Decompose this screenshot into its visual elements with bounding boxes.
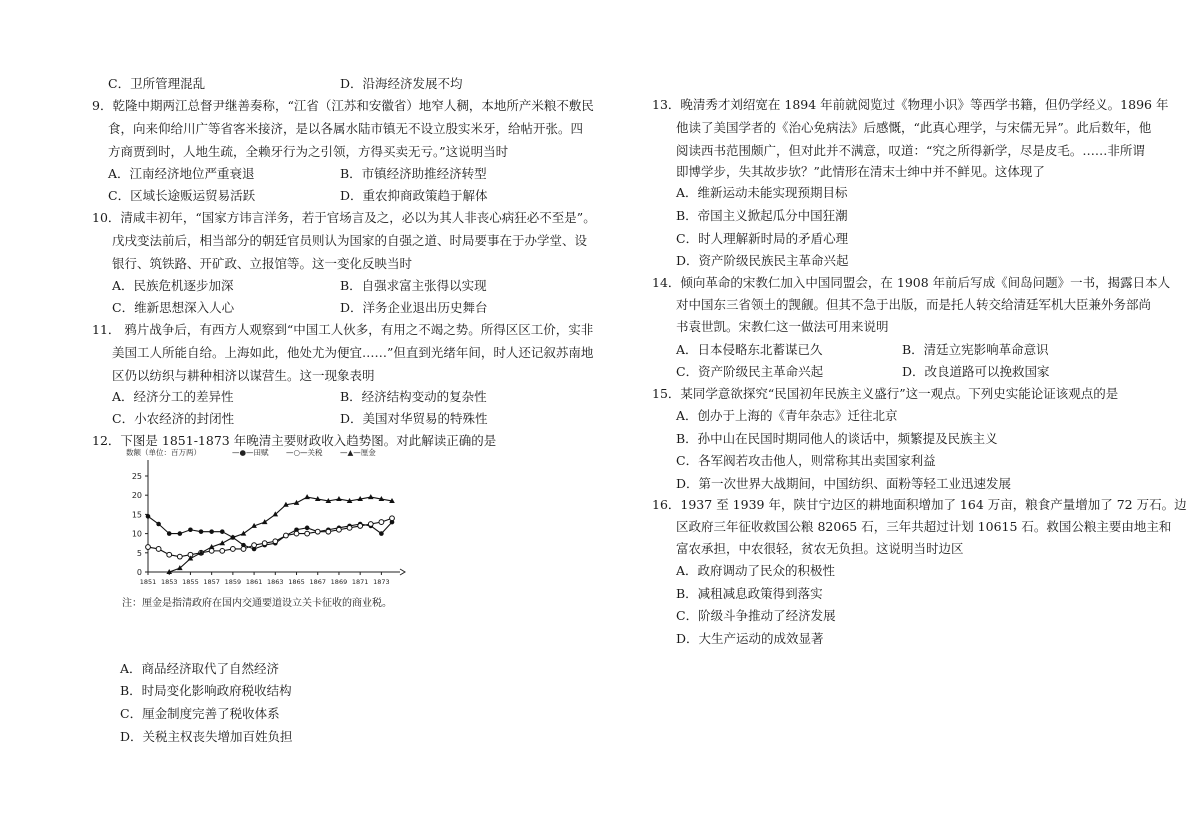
chart-svg	[120, 446, 410, 596]
point-关税	[337, 527, 342, 532]
q16-stem-line-2: 区政府三年征收救国公粮 82065 石，三年共超过计划 10615 石。救国公粮主要由地主和	[676, 519, 1172, 534]
point-关税	[305, 531, 310, 536]
q9-stem-line-1: 9．乾隆中期两江总督尹继善奏称，“江省（江苏和安徽省）地窄人稠，本地所产米粮不敷民	[92, 98, 594, 113]
q12-option-d[interactable]: D．关税主权丧失增加百姓负担	[120, 729, 293, 744]
q11-option-a[interactable]: A．经济分工的差异性	[112, 389, 234, 404]
q9-option-a[interactable]: A．江南经济地位严重衰退	[108, 166, 255, 181]
q14-option-a[interactable]: A．日本侵略东北蓄谋已久	[676, 342, 823, 357]
q15-stem: 15．某同学意欲探究“民国初年民族主义盛行”这一观点。下列史实能论证该观点的是	[652, 386, 1119, 401]
q9-stem-line-3: 方商贾到时，人地生疏，全赖牙行为之引领，方得买卖无亏。”这说明当时	[108, 144, 509, 159]
q13-option-d[interactable]: D．资产阶级民族民主革命兴起	[676, 253, 849, 268]
point-关税	[315, 529, 320, 534]
q13-stem-line-4: 即博学步，失其故步欤？”此情形在清末士绅中并不鲜见。这体现了	[676, 164, 1045, 179]
q15-option-d[interactable]: D．第一次世界大战期间，中国纺织、面粉等轻工业迅速发展	[676, 476, 1012, 491]
q14-option-b[interactable]: B．清廷立宪影响革命意识	[902, 342, 1049, 357]
point-田赋	[156, 522, 161, 527]
point-厘金	[304, 494, 310, 499]
q14-option-d[interactable]: D．改良道路可以挽救国家	[902, 364, 1050, 379]
q10-option-d[interactable]: D．洋务企业退出历史舞台	[340, 300, 488, 315]
point-关税	[273, 539, 278, 544]
q12-option-b[interactable]: B．时局变化影响政府税收结构	[120, 683, 292, 698]
q16-option-b[interactable]: B．减租减息政策得到落实	[676, 586, 823, 601]
point-关税	[209, 548, 214, 553]
point-田赋	[209, 529, 214, 534]
point-关税	[390, 516, 395, 521]
chart-note: 注：厘金是指清政府在国内交通要道设立关卡征收的商业税。	[122, 598, 392, 609]
q10-option-a[interactable]: A．民族危机逐步加深	[112, 278, 234, 293]
y-tick-label: 25	[131, 472, 142, 481]
point-关税	[146, 545, 151, 550]
legend-item: —▲—厘金	[340, 448, 376, 457]
q13-option-b[interactable]: B．帝国主义掀起瓜分中国狂潮	[676, 208, 848, 223]
q14-option-c[interactable]: C．资产阶级民主革命兴起	[676, 364, 824, 379]
q16-option-c[interactable]: C．阶级斗争推动了经济发展	[676, 608, 836, 623]
y-tick-label: 0	[136, 568, 142, 577]
q14-stem-line-2: 对中国东三省领土的觊觎。但其不急于出版，而是托人转交给清廷军机大臣兼外务部尚	[676, 297, 1152, 312]
point-厘金	[262, 519, 268, 524]
point-关税	[284, 533, 289, 538]
q9-stem-line-2: 食，向来仰给川广等省客米接济，是以各属水陆市镇无不设立殷实米牙，给帖开张。四	[108, 121, 584, 136]
q16-stem-line-3: 富农承担，中农很轻，贫农无负担。这说明当时边区	[676, 541, 964, 556]
y-tick-label: 5	[136, 548, 142, 558]
point-田赋	[167, 531, 172, 536]
x-tick-label: 1871	[351, 578, 369, 586]
series-line-田赋	[148, 516, 392, 549]
point-关税	[368, 522, 373, 527]
point-田赋	[379, 531, 384, 536]
revenue-trend-chart	[120, 446, 410, 606]
x-tick-label: 1851	[139, 578, 157, 586]
y-tick-label: 20	[131, 491, 142, 501]
point-关税	[156, 547, 161, 552]
q16-stem-line-1: 16．1937 至 1939 年，陕甘宁边区的耕地面积增加了 164 万亩，粮食产量增加了 72 万石。边	[652, 497, 1187, 512]
point-关税	[230, 547, 235, 552]
q13-stem-line-2: 他读了美国学者的《治心免病法》后感慨，“此真心理学，与宋儒无异”。此后数年，他	[676, 120, 1152, 135]
q13-option-a[interactable]: A．维新运动未能实现预期目标	[676, 185, 848, 200]
y-tick-label: 15	[131, 510, 142, 520]
point-关税	[326, 529, 331, 534]
q16-option-d[interactable]: D．大生产运动的成效显著	[676, 631, 824, 646]
q11-option-d[interactable]: D．美国对华贸易的特殊性	[340, 411, 488, 426]
q10-stem-line-1: 10．清咸丰初年，“国家方讳言洋务，若于官场言及之，必以为其人非丧心病狂必不至是”。	[92, 210, 596, 225]
q15-option-c[interactable]: C．各军阀若攻击他人，则常称其出卖国家利益	[676, 453, 936, 468]
point-关税	[167, 552, 172, 557]
q11-stem-line-3: 区仍以纺织与耕种相济以谋营生。这一现象表明	[112, 368, 375, 383]
q9-option-c[interactable]: C．区域长途贩运贸易活跃	[108, 188, 256, 203]
point-田赋	[199, 529, 204, 534]
x-tick-label: 1859	[224, 578, 242, 586]
point-厘金	[368, 494, 374, 499]
x-tick-label: 1863	[267, 578, 284, 586]
x-tick-label: 1861	[245, 578, 263, 586]
x-tick-label: 1865	[288, 578, 305, 586]
point-关税	[262, 541, 267, 546]
q10-option-b[interactable]: B．自强求富主张得以实现	[340, 278, 487, 293]
y-tick-label: 10	[131, 529, 142, 539]
x-tick-label: 1857	[203, 578, 220, 586]
x-tick-label: 1853	[160, 578, 178, 586]
q14-stem-line-3: 书袁世凯。宋教仁这一做法可用来说明	[676, 319, 889, 334]
point-厘金	[241, 531, 247, 536]
point-田赋	[220, 529, 225, 534]
q12-stem: 12．下图是 1851-1873 年晚清主要财政收入趋势图。对此解读正确的是	[92, 433, 497, 448]
point-厘金	[336, 496, 342, 501]
x-tick-label: 1855	[182, 578, 199, 586]
point-田赋	[178, 531, 183, 536]
legend-item: —●—田赋	[232, 448, 269, 457]
q16-option-a[interactable]: A．政府调动了民众的积极性	[676, 563, 836, 578]
q13-option-c[interactable]: C．时人理解新时局的矛盾心理	[676, 231, 849, 246]
q15-option-b[interactable]: B．孙中山在民国时期同他人的谈话中，频繁提及民族主义	[676, 431, 998, 446]
x-tick-label: 1869	[330, 578, 348, 586]
legend-item: —○—关税	[286, 448, 323, 457]
q11-option-b[interactable]: B．经济结构变动的复杂性	[340, 389, 487, 404]
q11-stem-line-2: 美国工人所能自给。上海如此，他处尤为便宜……”但直到光绪年间，时人还记叙苏南地	[112, 345, 594, 360]
point-关税	[220, 548, 225, 553]
point-关税	[358, 524, 363, 529]
series-line-关税	[148, 518, 392, 556]
y-axis-label: 数额（单位：百万两）	[126, 448, 201, 457]
q10-option-c[interactable]: C．维新思想深入人心	[112, 300, 235, 315]
x-tick-label: 1873	[373, 578, 390, 586]
point-关税	[379, 520, 384, 525]
point-关税	[177, 554, 182, 559]
point-关税	[241, 547, 246, 552]
point-田赋	[188, 527, 193, 532]
q9-option-b[interactable]: B．市镇经济助推经济转型	[340, 166, 487, 181]
point-田赋	[305, 526, 310, 531]
prev-option-d: D．沿海经济发展不均	[340, 76, 463, 91]
q13-stem-line-1: 13．晚清秀才刘绍宽在 1894 年前就阅览过《物理小识》等西学书籍，但仍学经义。1896 年	[652, 97, 1169, 112]
point-关税	[294, 531, 299, 536]
q9-option-d[interactable]: D．重农抑商政策趋于解体	[340, 188, 488, 203]
prev-option-c: C．卫所管理混乱	[108, 76, 206, 91]
q11-stem-line-1: 11． 鸦片战争后，有西方人观察到“中国工人伙多，有用之不竭之势。所得区区工价，实非	[92, 322, 594, 337]
point-关税	[347, 525, 352, 530]
q11-option-c[interactable]: C．小农经济的封闭性	[112, 411, 235, 426]
q12-option-c[interactable]: C．厘金制度完善了税收体系	[120, 706, 280, 721]
series-line-厘金	[169, 497, 392, 572]
q13-stem-line-3: 阅读西书范围颇广，但对此并不满意，叹道：“究之所得新学，尽是皮毛。……非所谓	[676, 143, 1145, 158]
q10-stem-line-3: 银行、筑铁路、开矿政、立报馆等。这一变化反映当时	[112, 256, 413, 271]
q10-stem-line-2: 戊戌变法前后，相当部分的朝廷官员则认为国家的自强之道、时局要事在于办学堂、设	[112, 233, 588, 248]
x-axis-arrow	[400, 569, 405, 575]
point-田赋	[146, 514, 151, 519]
q15-option-a[interactable]: A．创办于上海的《青年杂志》迁往北京	[676, 408, 898, 423]
q14-stem-line-1: 14．倾向革命的宋教仁加入中国同盟会，在 1908 年前后写成《间岛问题》一书，揭露日本人	[652, 275, 1171, 290]
point-关税	[252, 543, 257, 548]
x-tick-label: 1867	[309, 578, 327, 586]
q12-option-a[interactable]: A．商品经济取代了自然经济	[120, 661, 280, 676]
